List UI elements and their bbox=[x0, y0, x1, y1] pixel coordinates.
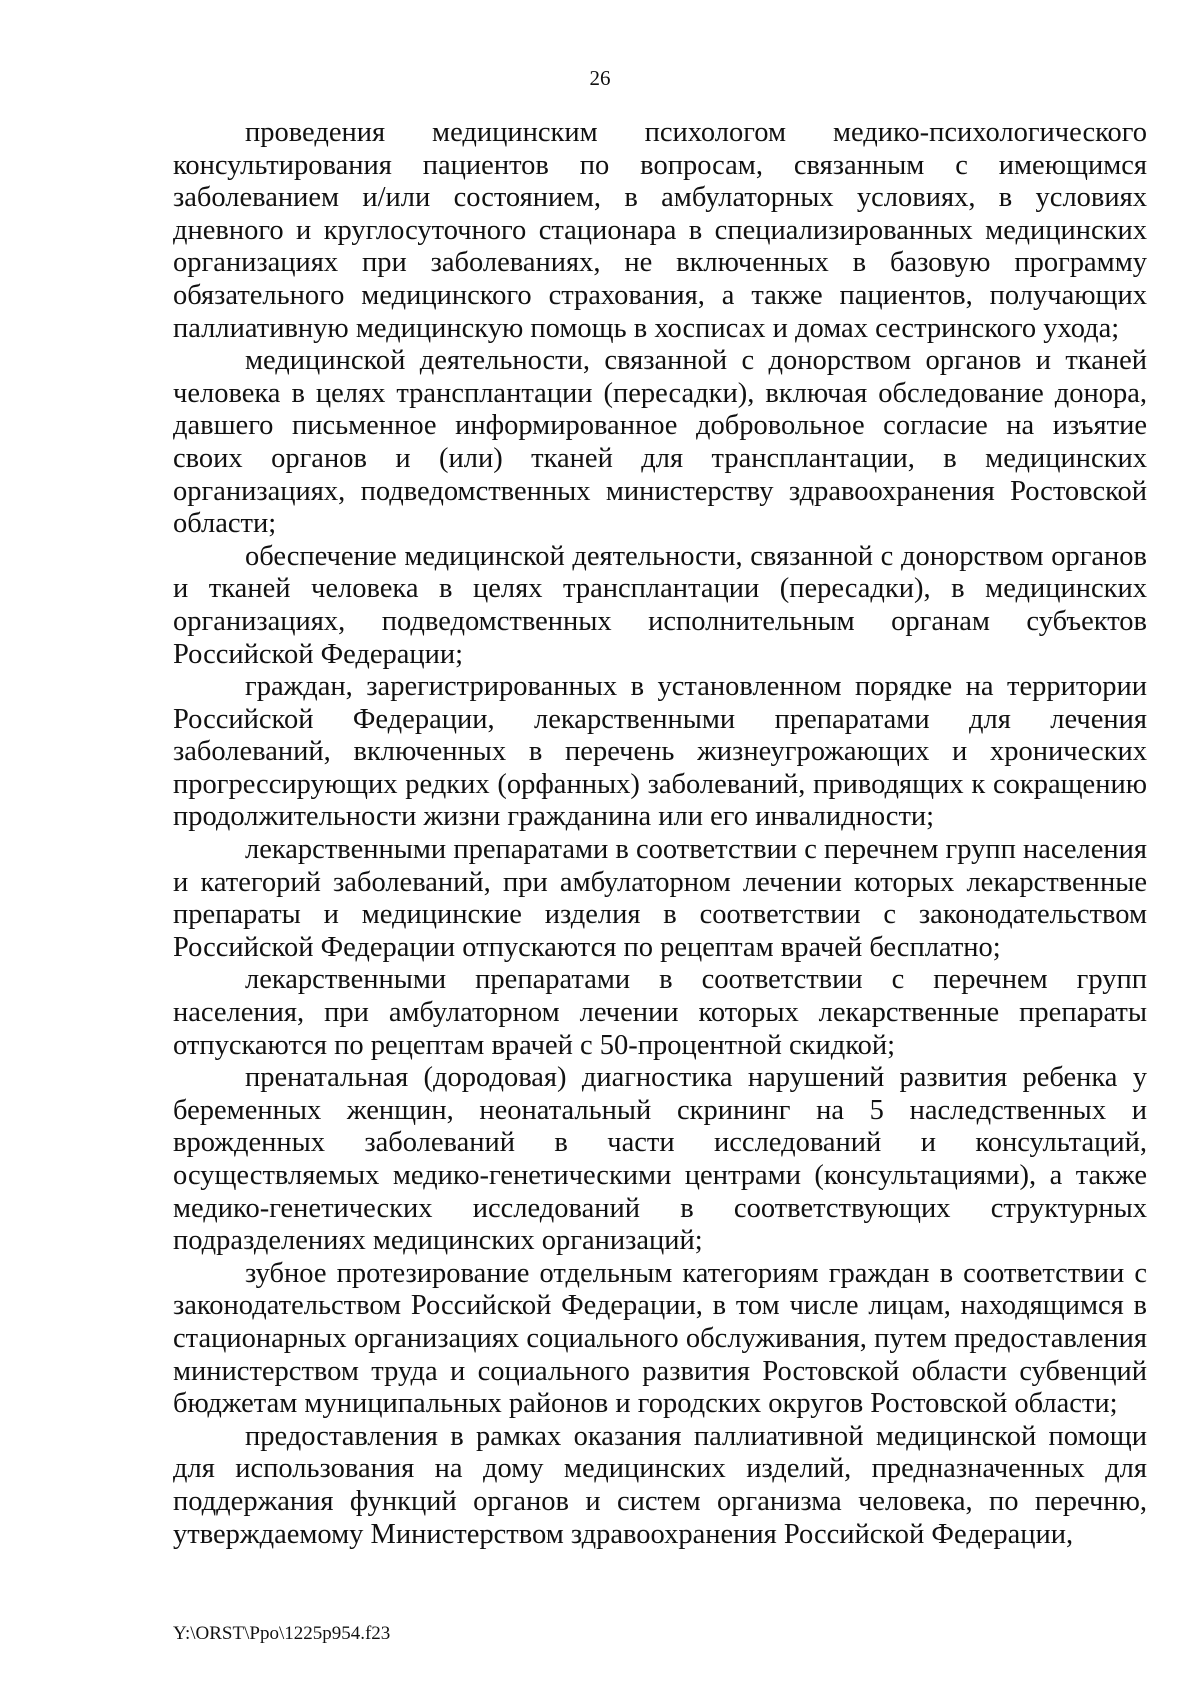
paragraph-orphan-diseases: граждан, зарегистрированных в установленном порядке на территории Российской Федерации, лекарственными препаратами для лечения заболеваний, включенных в перечень жизнеугрожающих и хронических прогрессирующих редких (орфанных) заболеваний, приводящих к сокращению продолжительности жизни гражданина или его инвалидности; bbox=[173, 671, 1147, 833]
paragraph-palliative-devices: предоставления в рамках оказания паллиативной медицинской помощи для использования на дому медицинских изделий, предназначенных для поддержания функций органов и систем организма человека, по перечню, утверждаемому Министерством здравоохранения Российской Федерации, bbox=[173, 1420, 1147, 1550]
footer-file-path: Y:\ORST\Ppo\1225p954.f23 bbox=[173, 1623, 391, 1644]
paragraph-free-prescriptions: лекарственными препаратами в соответствии с перечнем групп населения и категорий заболеваний, при амбулаторном лечении которых лекарственные препараты и медицинские изделия в соответствии с законодательством Российской Федерации отпускаются по рецептам врачей бесплатно; bbox=[173, 834, 1147, 963]
paragraph-psychologist-consulting: проведения медицинским психологом медико-психологического консультирования пациентов по вопросам, связанным с имеющимся заболеванием и/или состоянием, в амбулаторных условиях, в условиях дневного и круглосуточного стационара в специализированных медицинских организациях при заболеваниях, не включенных в базовую программу обязательного медицинского страхования, а также пациентов, получающих паллиативную медицинскую помощь в хосписах и домах сестринского ухода; bbox=[173, 117, 1147, 344]
document-body bbox=[173, 117, 1147, 1551]
paragraph-organ-donation-support: обеспечение медицинской деятельности, связанной с донорством органов и тканей человека в целях трансплантации (пересадки), в медицинских организациях, подведомственных исполнительным органам субъектов Российской Федерации; bbox=[173, 540, 1147, 670]
paragraph-discount-prescriptions: лекарственными препаратами в соответствии с перечнем групп населения, при амбулаторном лечении которых лекарственные препараты отпускаются по рецептам врачей с 50-процентной скидкой; bbox=[173, 964, 1147, 1061]
paragraph-dental-prosthetics: зубное протезирование отдельным категориям граждан в соответствии с законодательством Российской Федерации, в том числе лицам, находящимся в стационарных организациях социального обслуживания, путем предоставления министерством труда и социального развития Ростовской области субвенций бюджетам муниципальных районов и городских округов Ростовской области; bbox=[173, 1257, 1147, 1420]
paragraph-organ-donation-activity: медицинской деятельности, связанной с донорством органов и тканей человека в целях трансплантации (пересадки), включая обследование донора, давшего письменное информированное добровольное согласие на изъятие своих органов и (или) тканей для трансплантации, в медицинских организациях, подведомственных министерству здравоохранения Ростовской области; bbox=[173, 345, 1147, 540]
paragraph-prenatal-diagnostics: пренатальная (дородовая) диагностика нарушений развития ребенка у беременных женщин, неонатальный скрининг на 5 наследственных и врожденных заболеваний в части исследований и консультаций, осуществляемых медико-генетическими центрами (консультациями), а также медико-генетических исследований в соответствующих структурных подразделениях медицинских организаций; bbox=[173, 1062, 1147, 1257]
page-number: 26 bbox=[589, 66, 611, 90]
